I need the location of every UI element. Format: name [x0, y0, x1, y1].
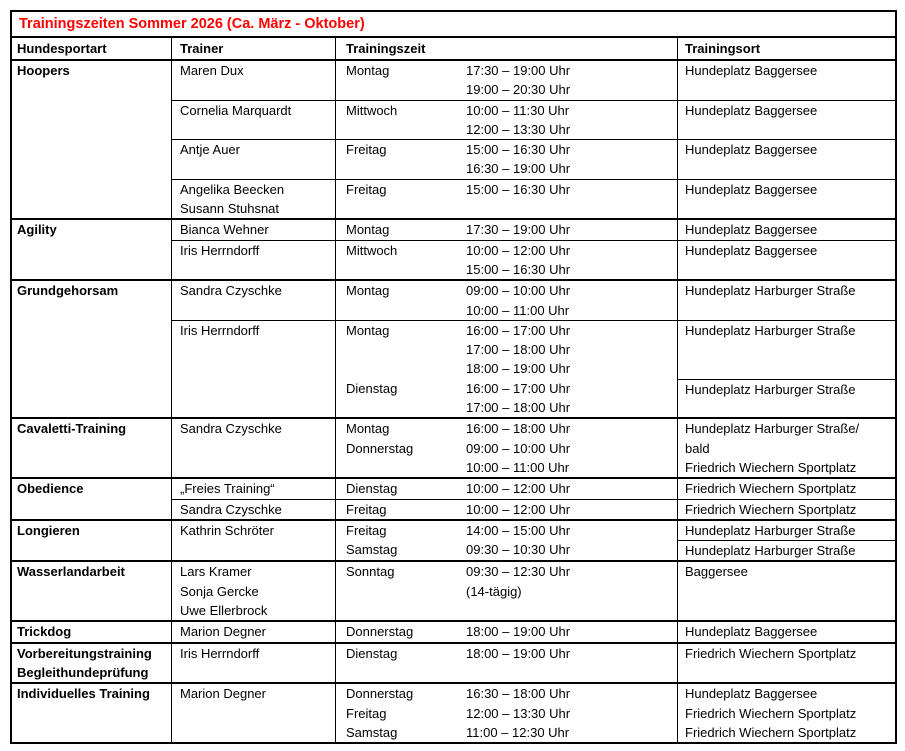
location-cell: [678, 521, 895, 540]
time-label: 16:00 – 18:00 Uhr: [466, 421, 571, 437]
schedule-line: [346, 644, 677, 663]
table-row: [172, 220, 895, 239]
day-label: Montag: [346, 322, 390, 338]
schedule-line: [346, 479, 677, 498]
schedule-cell: [336, 419, 678, 477]
location-column: [678, 479, 895, 498]
location-line: Hundeplatz Baggersee: [685, 222, 818, 238]
schedule-cell: [336, 281, 678, 320]
day-label: [346, 301, 466, 320]
location-line: bald: [685, 440, 710, 456]
day-label: Donnerstag: [346, 440, 414, 456]
time-label: 18:00 – 19:00 Uhr: [466, 361, 571, 377]
time-label: 10:00 – 12:00 Uhr: [466, 242, 571, 258]
sport-name: [12, 684, 172, 742]
day-label: [346, 340, 466, 359]
time-label: 09:00 – 10:00 Uhr: [466, 440, 571, 456]
training-table: [10, 10, 897, 744]
trainer-name-line: Uwe Ellerbrock: [180, 603, 268, 619]
trainer-cell: [172, 220, 336, 239]
trainer-cell: [172, 644, 336, 683]
trainer-cell: [172, 562, 336, 620]
schedule-cell: [336, 479, 678, 498]
location-cell: [678, 500, 895, 519]
sport-name: [12, 622, 172, 641]
day-label: [346, 80, 466, 99]
day-label: Montag: [346, 421, 390, 437]
location-column: [678, 241, 895, 280]
schedule-line: [346, 398, 677, 417]
sport-section: [12, 417, 895, 477]
trainer-cell: [172, 101, 336, 140]
location-line: Friedrich Wiechern Sportplatz: [685, 459, 857, 475]
sport-section: [12, 61, 895, 218]
table-row: [172, 499, 895, 519]
day-label: Montag: [346, 283, 390, 299]
location-cell: [678, 479, 895, 498]
time-label: 09:30 – 12:30 Uhr: [466, 564, 571, 580]
trainer-name-line: Kathrin Schröter: [180, 522, 274, 538]
schedule-line: [346, 521, 677, 540]
schedule-line: [346, 500, 677, 519]
time-label: 15:00 – 16:30 Uhr: [466, 181, 571, 197]
location-column: [678, 500, 895, 519]
sport-section: [12, 519, 895, 561]
location-line: Hundeplatz Harburger Straße: [685, 322, 856, 338]
location-line: Hundeplatz Baggersee: [685, 181, 818, 197]
location-cell: [678, 220, 895, 239]
location-line: Friedrich Wiechern Sportplatz: [685, 481, 857, 497]
schedule-line: [346, 582, 677, 601]
trainer-name-line: Lars Kramer: [180, 564, 252, 580]
time-label: 10:00 – 11:00 Uhr: [466, 302, 570, 318]
location-line: Hundeplatz Harburger Straße: [685, 283, 856, 299]
schedule-cell: [336, 644, 678, 683]
day-label: [346, 159, 466, 178]
table-row: [172, 644, 895, 683]
location-cell: [678, 540, 895, 560]
sport-name: [12, 521, 172, 561]
day-label: Montag: [346, 222, 390, 238]
schedule-line: [346, 704, 677, 723]
day-label: Sonntag: [346, 564, 395, 580]
time-label: 10:00 – 12:00 Uhr: [466, 481, 571, 497]
schedule-line: [346, 281, 677, 300]
time-label: (14-tägig): [466, 583, 522, 599]
schedule-line: [346, 101, 677, 120]
sport-name-line: Individuelles Training: [17, 686, 150, 702]
trainer-cell: [172, 419, 336, 477]
time-label: 17:00 – 18:00 Uhr: [466, 342, 571, 358]
trainer-name-line: Maren Dux: [180, 63, 244, 78]
day-label: Freitag: [346, 181, 387, 197]
trainer-name-line: Angelika Beecken: [180, 181, 285, 197]
location-column: [678, 622, 895, 641]
time-label: 09:30 – 10:30 Uhr: [466, 542, 571, 558]
schedule-cell: [336, 220, 678, 239]
time-label: 10:00 – 12:00 Uhr: [466, 501, 571, 517]
location-cell: [678, 419, 895, 477]
location-line: Hundeplatz Harburger Straße/: [685, 421, 860, 437]
trainer-cell: [172, 281, 336, 320]
trainer-cell: [172, 479, 336, 498]
location-column: [678, 684, 895, 742]
trainer-cell: [172, 622, 336, 641]
table-row: [172, 281, 895, 320]
location-line: Hundeplatz Harburger Straße: [685, 381, 856, 397]
schedule-line: [346, 419, 677, 438]
sport-section: [12, 620, 895, 641]
day-label: Mittwoch: [346, 242, 398, 258]
schedule-line: [346, 220, 677, 239]
day-label: Donnerstag: [346, 624, 414, 640]
trainer-cell: [172, 321, 336, 417]
location-column: [678, 321, 895, 417]
schedule-line: [346, 622, 677, 641]
schedule-line: [346, 359, 677, 378]
location-line: Baggersee: [685, 564, 748, 580]
location-column: [678, 61, 895, 100]
section-rows: [172, 644, 895, 683]
day-label: Freitag: [346, 705, 387, 721]
time-label: 16:00 – 17:00 Uhr: [466, 322, 571, 338]
location-cell: [678, 562, 895, 620]
location-cell: [678, 281, 895, 320]
time-label: 15:00 – 16:30 Uhr: [466, 142, 571, 158]
schedule-line: [346, 180, 677, 199]
location-line: Friedrich Wiechern Sportplatz: [685, 501, 857, 517]
time-label: 09:00 – 10:00 Uhr: [466, 283, 571, 299]
location-line: Hundeplatz Baggersee: [685, 242, 818, 258]
time-label: 11:00 – 12:30 Uhr: [466, 724, 570, 740]
location-cell: [678, 61, 895, 100]
trainer-name-line: Sonja Gercke: [180, 583, 259, 599]
trainer-name-line: Susann Stuhsnat: [180, 201, 280, 217]
table-header: [12, 38, 895, 61]
table-row: [172, 562, 895, 620]
schedule-line: [346, 562, 677, 581]
schedule-line: [346, 241, 677, 260]
trainer-name-line: Antje Auer: [180, 142, 240, 158]
location-column: [678, 180, 895, 219]
location-line: Hundeplatz Baggersee: [685, 686, 818, 702]
trainer-name-line: Sandra Czyschke: [180, 283, 282, 299]
sport-name: [12, 479, 172, 519]
schedule-line: [346, 301, 677, 320]
day-label: Dienstag: [346, 481, 398, 497]
table-row: [172, 419, 895, 477]
table-body: [12, 61, 895, 742]
location-column: [678, 644, 895, 683]
location-column: [678, 101, 895, 140]
section-rows: [172, 562, 895, 620]
sport-name-line: Cavaletti-Training: [17, 421, 127, 437]
trainer-cell: [172, 521, 336, 561]
day-label: Samstag: [346, 724, 398, 740]
location-line: Hundeplatz Baggersee: [685, 624, 818, 640]
location-cell: [678, 321, 895, 379]
sport-name-line: Longieren: [17, 522, 80, 538]
location-column: [678, 562, 895, 620]
section-rows: [172, 61, 895, 218]
table-title: Trainingszeiten Sommer 2026 (Ca. März - Oktober): [12, 12, 895, 38]
location-column: [678, 220, 895, 239]
sport-section: [12, 477, 895, 519]
sport-section: [12, 642, 895, 683]
day-label: Donnerstag: [346, 686, 414, 702]
table-row: [172, 684, 895, 742]
sport-name-line: Begleithundeprüfung: [17, 664, 149, 680]
location-cell: [678, 241, 895, 280]
table-row: [172, 179, 895, 219]
schedule-cell: [336, 180, 678, 219]
time-label: 12:00 – 13:30 Uhr: [466, 705, 571, 721]
table-row: [172, 479, 895, 498]
day-label: [346, 120, 466, 139]
day-label: Freitag: [346, 522, 387, 538]
time-label: 17:30 – 19:00 Uhr: [466, 63, 571, 78]
section-rows: [172, 622, 895, 641]
sport-name: [12, 281, 172, 417]
column-header-trainer: Trainer: [172, 38, 336, 59]
sport-name-line: Wasserlandarbeit: [17, 564, 125, 580]
time-label: 16:30 – 18:00 Uhr: [466, 686, 571, 702]
day-label: Dienstag: [346, 380, 398, 396]
section-rows: [172, 479, 895, 519]
trainer-name-line: Iris Herrndorff: [180, 242, 260, 258]
sport-name: [12, 419, 172, 477]
schedule-cell: [336, 321, 678, 417]
day-label: Dienstag: [346, 645, 398, 661]
day-label: [346, 398, 466, 417]
column-header-trainingszeit: Trainingszeit: [336, 38, 678, 59]
sport-name-line: Hoopers: [17, 63, 70, 78]
section-rows: [172, 281, 895, 417]
schedule-cell: [336, 61, 678, 100]
schedule-line: [346, 260, 677, 279]
trainer-name-line: Marion Degner: [180, 686, 266, 702]
schedule-line: [346, 723, 677, 742]
time-label: 12:00 – 13:30 Uhr: [466, 121, 571, 137]
day-label: [346, 359, 466, 378]
day-label: Freitag: [346, 501, 387, 517]
schedule-line: [346, 159, 677, 178]
sport-name: [12, 61, 172, 218]
sport-name-line: Agility: [17, 222, 57, 238]
section-rows: [172, 521, 895, 561]
table-row: [172, 320, 895, 417]
sport-name-line: Obedience: [17, 481, 84, 497]
schedule-cell: [336, 562, 678, 620]
day-label: Montag: [346, 63, 390, 78]
location-line: Friedrich Wiechern Sportplatz: [685, 724, 857, 740]
section-rows: [172, 684, 895, 742]
table-row: [172, 139, 895, 179]
day-label: Samstag: [346, 542, 398, 558]
sport-name: [12, 220, 172, 279]
trainer-cell: [172, 684, 336, 742]
trainer-cell: [172, 180, 336, 219]
column-header-trainingsort: Trainingsort: [685, 41, 761, 56]
schedule-line: [346, 140, 677, 159]
time-label: 18:00 – 19:00 Uhr: [466, 624, 571, 640]
section-rows: [172, 419, 895, 477]
trainer-cell: [172, 140, 336, 179]
location-cell: [678, 101, 895, 140]
trainer-name-line: Sandra Czyschke: [180, 421, 282, 437]
sport-section: [12, 279, 895, 417]
sport-name: [12, 562, 172, 620]
location-cell: [678, 140, 895, 179]
schedule-cell: [336, 622, 678, 641]
time-label: 19:00 – 20:30 Uhr: [466, 82, 571, 98]
time-label: 15:00 – 16:30 Uhr: [466, 261, 571, 277]
location-line: Hundeplatz Harburger Straße: [685, 522, 856, 538]
time-label: 17:00 – 18:00 Uhr: [466, 400, 571, 416]
sport-name-line: Vorbereitungstraining: [17, 645, 152, 661]
table-row: [172, 100, 895, 140]
sport-name-line: Trickdog: [17, 624, 72, 640]
sport-section: [12, 218, 895, 279]
table-row: [172, 61, 895, 100]
schedule-cell: [336, 521, 678, 561]
schedule-cell: [336, 684, 678, 742]
schedule-line: [346, 80, 677, 99]
table-row: [172, 622, 895, 641]
trainer-name-line: „Freies Training“: [180, 481, 275, 497]
day-label: Freitag: [346, 142, 387, 158]
location-line: Hundeplatz Baggersee: [685, 63, 818, 78]
time-label: 10:00 – 11:00 Uhr: [466, 459, 570, 475]
day-label: [346, 582, 466, 601]
location-column: [678, 419, 895, 477]
time-label: 14:00 – 15:00 Uhr: [466, 522, 571, 538]
time-label: 17:30 – 19:00 Uhr: [466, 222, 571, 238]
trainer-name-line: Iris Herrndorff: [180, 645, 260, 661]
section-rows: [172, 220, 895, 279]
sport-name-line: Grundgehorsam: [17, 283, 119, 299]
sport-section: [12, 682, 895, 742]
time-label: 16:00 – 17:00 Uhr: [466, 380, 571, 396]
day-label: [346, 260, 466, 279]
sport-name: [12, 644, 172, 683]
schedule-cell: [336, 101, 678, 140]
schedule-line: [346, 120, 677, 139]
schedule-line: [346, 379, 677, 398]
location-cell: [678, 684, 895, 742]
schedule-line: [346, 540, 677, 559]
trainer-cell: [172, 500, 336, 519]
schedule-cell: [336, 241, 678, 280]
location-column: [678, 521, 895, 561]
table-row: [172, 240, 895, 280]
trainer-name-line: Sandra Czyschke: [180, 501, 282, 517]
time-label: 18:00 – 19:00 Uhr: [466, 645, 571, 661]
time-label: 16:30 – 19:00 Uhr: [466, 161, 571, 177]
trainer-name-line: Bianca Wehner: [180, 222, 269, 238]
location-line: Friedrich Wiechern Sportplatz: [685, 645, 857, 661]
time-label: 10:00 – 11:30 Uhr: [466, 102, 570, 118]
trainer-name-line: Iris Herrndorff: [180, 322, 260, 338]
location-cell: [678, 644, 895, 683]
location-cell: [678, 622, 895, 641]
schedule-line: [346, 61, 677, 80]
location-column: [678, 140, 895, 179]
schedule-line: [346, 458, 677, 477]
schedule-line: [346, 684, 677, 703]
schedule-line: [346, 439, 677, 458]
location-line: Hundeplatz Baggersee: [685, 102, 818, 118]
location-line: Hundeplatz Baggersee: [685, 142, 818, 158]
day-label: Mittwoch: [346, 102, 398, 118]
schedule-line: [346, 340, 677, 359]
location-cell: [678, 180, 895, 219]
trainer-cell: [172, 61, 336, 100]
sport-section: [12, 560, 895, 620]
trainer-name-line: Cornelia Marquardt: [180, 102, 292, 118]
location-cell: [678, 379, 895, 418]
schedule-line: [346, 321, 677, 340]
schedule-cell: [336, 500, 678, 519]
trainer-cell: [172, 241, 336, 280]
day-label: [346, 458, 466, 477]
table-row: [172, 521, 895, 561]
column-header-hundesportart: Hundesportart: [12, 38, 172, 59]
location-column: [678, 281, 895, 320]
schedule-cell: [336, 140, 678, 179]
trainer-name-line: Marion Degner: [180, 624, 266, 640]
location-line: Hundeplatz Harburger Straße: [685, 543, 856, 559]
location-line: Friedrich Wiechern Sportplatz: [685, 705, 857, 721]
